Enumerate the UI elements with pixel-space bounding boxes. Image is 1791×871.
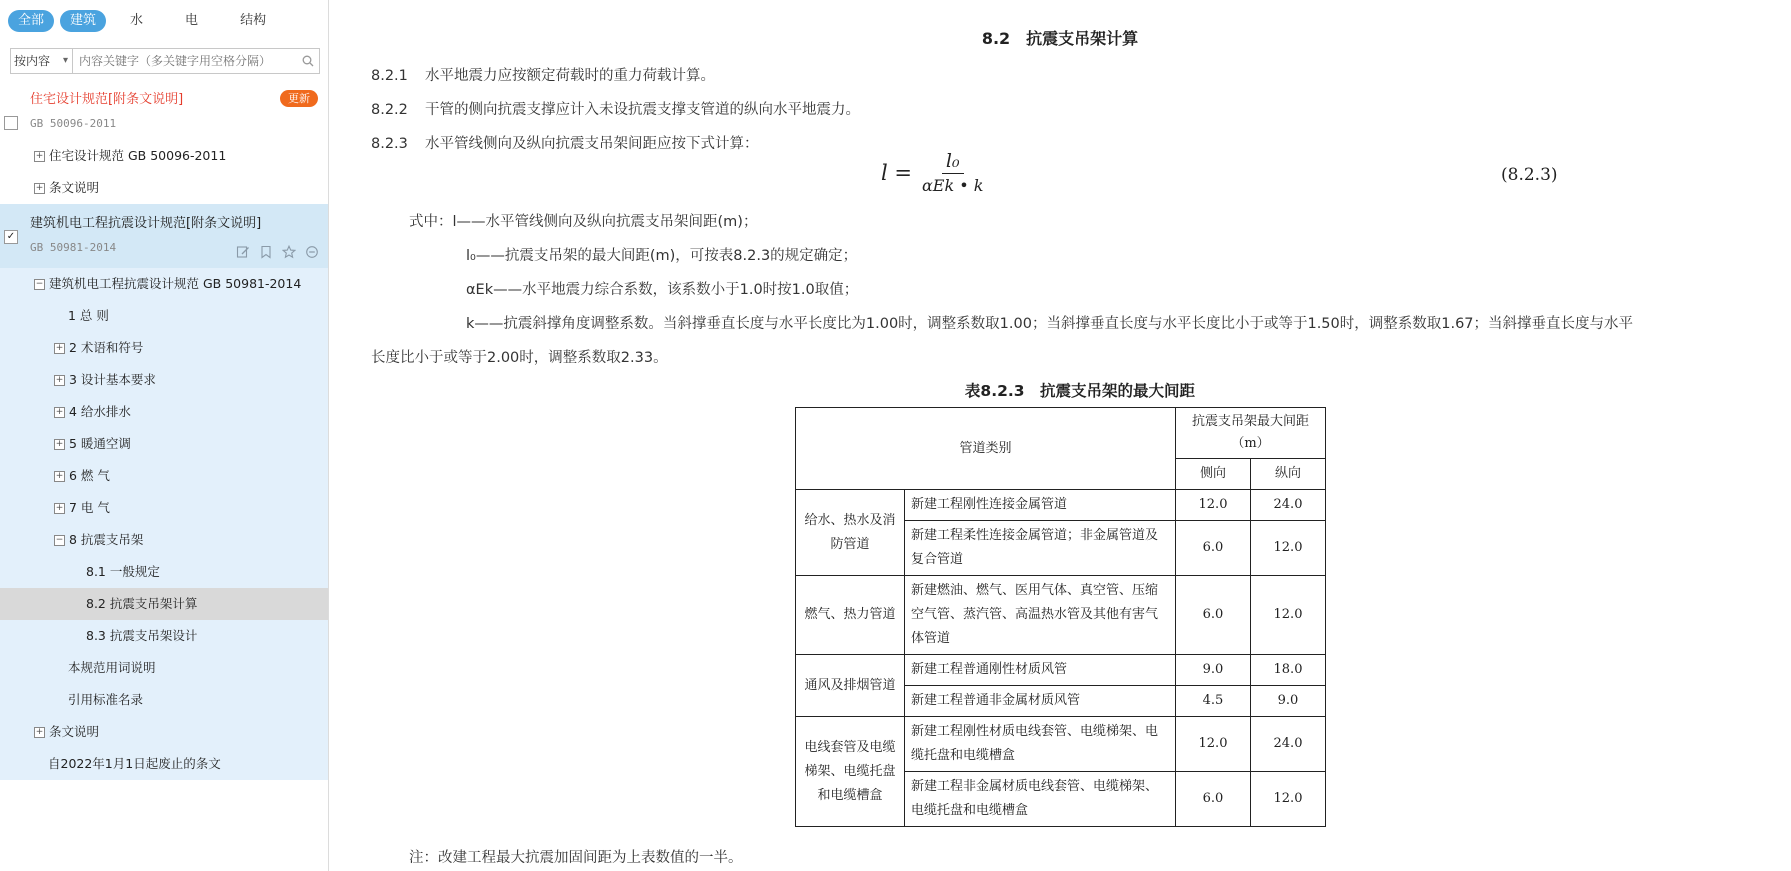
section-title: 8.2 抗震支吊架计算 [981,29,1139,48]
doc2-tree [0,268,328,780]
table-cell: 新建工程刚性连接金属管道 [905,490,1176,521]
filter-all[interactable]: 全部 [8,10,54,32]
tree-label: 4 给水排水 [69,404,131,419]
table-row [796,717,1326,772]
filter-electric[interactable]: 电 [185,13,199,28]
formula-lhs: l = [881,160,912,185]
table-header: 侧向 [1176,459,1251,490]
table-cell-category: 给水、热水及消防管道 [796,490,905,576]
tree-item-chapter[interactable] [0,364,328,396]
table-cell: 9.0 [1251,686,1326,717]
clause [371,132,759,153]
filter-architecture[interactable]: 建筑 [60,10,106,32]
tree-label: 8.3 抗震支吊架设计 [86,628,198,643]
tree-label: 5 暖通空调 [69,436,131,451]
tree-label: 住宅设计规范 GB 50096-2011 [49,148,227,163]
table-cell: 新建工程柔性连接金属管道；非金属管道及复合管道 [905,521,1176,576]
clause-number: 8.2.1 [371,68,408,84]
search-mode-select[interactable]: 按内容 ▾ [11,49,73,73]
tree-item-chapter[interactable] [0,300,328,332]
table-cell: 新建工程普通刚性材质风管 [905,655,1176,686]
table-cell-category: 通风及排烟管道 [796,655,905,717]
expand-icon[interactable]: + [55,407,64,417]
tree-label: 8.1 一般规定 [86,564,160,579]
search-bar [10,48,320,74]
tree-label: 3 设计基本要求 [69,372,156,387]
tree-item-chapter[interactable] [0,396,328,428]
doc-checkbox[interactable]: ✓ [4,230,18,244]
table-header-row [796,408,1326,459]
tree-label: 6 燃 气 [69,468,110,483]
table-cell: 9.0 [1176,655,1251,686]
table-cell: 12.0 [1251,772,1326,827]
definition: 式中：l——水平管线侧向及纵向抗震支吊架间距(m)； [409,214,758,230]
table-header: 抗震支吊架最大间距（m） [1176,408,1326,459]
bookmark-icon[interactable] [258,244,274,260]
table-cell: 6.0 [1176,576,1251,655]
collapse-icon[interactable]: − [35,279,44,289]
table-cell-category: 电线套管及电缆梯架、电缆托盘和电缆槽盒 [796,717,905,827]
table-cell: 18.0 [1251,655,1326,686]
doc-item-residential[interactable] [0,80,328,140]
tree-item-chapter[interactable] [0,492,328,524]
filter-water[interactable]: 水 [130,13,144,28]
tree-item-section-selected[interactable] [0,588,328,620]
note-icon[interactable] [235,244,251,260]
clause [371,98,860,119]
tree-item-chapter[interactable] [0,652,328,684]
tree-item-chapter[interactable] [0,524,328,556]
table-header: 纵向 [1251,459,1326,490]
formula-fraction [922,150,983,195]
expand-icon[interactable]: + [35,727,44,737]
expand-icon[interactable]: + [55,503,64,513]
tree-label: 建筑机电工程抗震设计规范 GB 50981-2014 [49,276,302,291]
sidebar [0,0,329,871]
collapse-icon[interactable]: − [55,535,64,545]
table-cell: 12.0 [1176,490,1251,521]
expand-icon[interactable]: + [55,439,64,449]
definition: l₀——抗震支吊架的最大间距(m)，可按表8.2.3的规定确定； [466,248,858,264]
table-cell: 6.0 [1176,772,1251,827]
tree-item-chapter[interactable] [0,332,328,364]
table-row [796,655,1326,686]
tree-label: 8.2 抗震支吊架计算 [86,596,198,611]
tree-label: 条文说明 [49,180,100,195]
tree-item[interactable] [0,172,328,204]
table-cell: 新建工程非金属材质电线套管、电缆梯架、电缆托盘和电缆槽盒 [905,772,1176,827]
formula-numerator: l₀ [942,150,964,174]
search-icon[interactable] [297,49,319,73]
doc-title[interactable]: 住宅设计规范[附条文说明] [30,92,184,107]
table-cell: 12.0 [1251,576,1326,655]
table-cell: 12.0 [1176,717,1251,772]
table-cell: 新建燃油、燃气、医用气体、真空管、压缩空气管、蒸汽管、高温热水管及其他有害气体管道 [905,576,1176,655]
doc-actions [235,244,320,260]
table-cell: 24.0 [1251,717,1326,772]
filter-structure[interactable]: 结构 [240,13,267,28]
formula-denominator: αEk • k [922,176,984,195]
tree-label: 2 术语和符号 [69,340,144,355]
table-cell: 新建工程刚性材质电线套管、电缆梯架、电缆托盘和电缆槽盒 [905,717,1176,772]
clause-text: 水平管线侧向及纵向抗震支吊架间距应按下式计算： [425,136,759,152]
star-icon[interactable] [281,244,297,260]
table-row [796,490,1326,521]
filter-tabs [0,0,328,42]
table-cell: 4.5 [1176,686,1251,717]
formula-number: (8.2.3) [1501,165,1558,185]
tree-label: 7 电 气 [69,500,110,515]
clause-text: 水平地震力应按额定荷载时的重力荷载计算。 [425,68,715,84]
doc-checkbox[interactable] [4,116,18,130]
search-input[interactable] [73,49,297,73]
definition: k——抗震斜撑角度调整系数。当斜撑垂直长度与水平长度比为1.00时，调整系数取1.00；当斜撑垂直长度与水平长度比小于或等于1.50时，调整系数取1.67；当斜撑垂直长度与水平 [466,316,1634,332]
tree-item-section[interactable] [0,556,328,588]
clause-text: 干管的侧向抗震支撑应计入未设抗震支撑支管道的纵向水平地震力。 [425,102,860,118]
table-cell: 24.0 [1251,490,1326,521]
table-note: 注：改建工程最大抗震加固间距为上表数值的一半。 [409,850,743,866]
tree-label: 1 总 则 [68,308,109,323]
table-header: 管道类别 [796,408,1176,490]
tree-item-chapter[interactable] [0,684,328,716]
doc-item-seismic[interactable] [0,204,328,268]
clause-number: 8.2.3 [371,136,408,152]
tree-label: 引用标准名录 [68,692,144,707]
expand-icon[interactable]: + [55,343,64,353]
tree-label: 8 抗震支吊架 [69,532,144,547]
clause [371,64,715,85]
expand-icon[interactable]: + [35,183,44,193]
formula [881,150,983,195]
expand-icon[interactable]: + [35,151,44,161]
tree-item-root[interactable] [0,268,328,300]
clause-number: 8.2.2 [371,102,408,118]
doc1-tree [0,140,328,204]
doc-title[interactable]: 建筑机电工程抗震设计规范[附条文说明] [30,216,262,231]
spacing-table [795,407,1326,827]
table-row [796,576,1326,655]
remove-icon[interactable] [304,244,320,260]
tree-label: 自2022年1月1日起废止的条文 [48,756,221,771]
table-cell: 6.0 [1176,521,1251,576]
document-content [329,0,1791,871]
table-caption: 表8.2.3 抗震支吊架的最大间距 [964,382,1196,400]
definition: αEk——水平地震力综合系数，该系数小于1.0时按1.0取值； [466,282,859,298]
doc-code: GB 50096-2011 [30,117,117,130]
expand-icon[interactable]: + [55,375,64,385]
expand-icon[interactable]: + [55,471,64,481]
table-cell: 新建工程普通非金属材质风管 [905,686,1176,717]
tree-item[interactable] [0,748,328,780]
tree-item[interactable] [0,716,328,748]
tree-label: 本规范用词说明 [68,660,156,675]
definition: 长度比小于或等于2.00时，调整系数取2.33。 [371,350,668,366]
table-cell: 12.0 [1251,521,1326,576]
update-badge: 更新 [280,90,318,107]
tree-item-chapter[interactable] [0,428,328,460]
table-cell-category: 燃气、热力管道 [796,576,905,655]
doc-code: GB 50981-2014 [30,241,117,254]
tree-item-section[interactable] [0,620,328,652]
tree-item[interactable] [0,140,328,172]
tree-label: 条文说明 [49,724,100,739]
tree-item-chapter[interactable] [0,460,328,492]
